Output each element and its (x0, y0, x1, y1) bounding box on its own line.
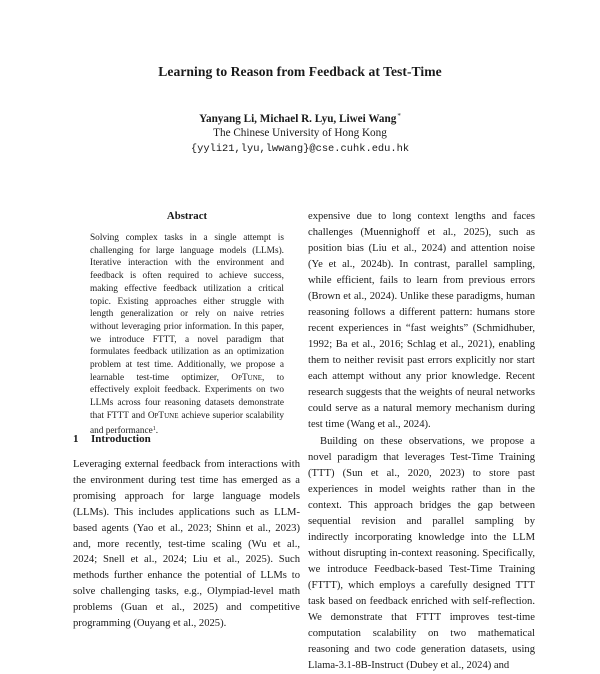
author-names: Yanyang Li, Michael R. Lyu, Liwei Wang (199, 113, 397, 125)
section-heading-introduction (73, 433, 151, 445)
corresponding-author-mark: * (397, 112, 401, 120)
optune-name: OpTune (147, 410, 179, 421)
author-emails: {yyli21,lyu,lwwang}@cse.cuhk.edu.hk (190, 143, 410, 155)
paragraph: expensive due to long context lengths and faces challenges (Muennighoff et al., 2025), such as position bias (Liu et al., 2024) and attention noise (Ye et al., 2024b). In contrast, parallel sampling, while efficient, fails to learn from previous errors (Brown et al., 2024). Unlike these paradigms, human reasoning follows a different pattern: humans store recent experiences in “fast weights” (Schmidhuber, 1992; Ba et al., 2016; Schlag et al., 2021), enabling them to neither revisit past errors explicitly nor start each attempt without any prior knowledge. Recent research suggests that the weights of neural networks could serve as a natural memory mechanism during test time (Wang et al., 2024). (308, 211, 535, 430)
footnote-marker[interactable]: 1 (152, 425, 156, 432)
paper-title: Learning to Reason from Feedback at Test-Time (158, 64, 442, 79)
section-number: 1 (73, 433, 79, 445)
introduction-left-column (73, 457, 300, 632)
author-list (0, 112, 600, 125)
abstract-text: Solving complex tasks in a single attempt is challenging for large language models (LLMs). Iterative interaction with the environment and feedback is often required to achieve success, making effective feedback utilization a critical topic. Existing approaches either struggle with length generalization or rely on naive retries without leveraging prior information. In this paper, we introduce FTTT, a novel paradigm that formulates feedback utilization as an optimization problem at test time. Additionally, we propose a learnable test-time optimizer, OpTune, to effectively exploit feedback. Experiments on two LLMs across four reasoning datasets demonstrate that FTTT and OpTune achieve superior scalability and performance$^1$. (90, 233, 284, 436)
affiliation: The Chinese University of Hong Kong (213, 127, 387, 139)
optune-name: OpTune (231, 372, 263, 383)
paragraph: Building on these observations, we propose a novel paradigm that leverages Test-Time Training (TTT) (Sun et al., 2020, 2023) to store past experiences in model weights rather than in the context. This approach bridges the gap between sequential revision and parallel sampling by indirectly incorporating knowledge into the LLM without disrupting in-context reasoning. Specifically, we introduce Feedback-based Test-Time Training (FTTT), which employs a carefully designed TTT task based on feedback enriched with self-reflection. We demonstrate that FTTT improves test-time computation scalability on two mathematical reasoning and two code generation datasets, using Llama-3.1-8B-Instruct (Dubey et al., 2024) and (308, 436, 535, 671)
abstract-heading: Abstract (166, 210, 208, 222)
introduction-right-column (308, 209, 535, 674)
section-title: Introduction (91, 433, 151, 445)
paragraph: Leveraging external feedback from interactions with the environment during test time has emerged as a promising approach for large language models (LLMs). This includes applications such as LLM-based agents (Yao et al., 2023; Shinn et al., 2023) and, more recently, test-time scaling (Wu et al., 2024; Snell et al., 2024; Liu et al., 2025). Such methods further enhance the potential of LLMs to solve challenging tasks, e.g., Olympiad-level math problems (Guan et al., 2025) and competitive programming (Ouyang et al., 2025). (73, 459, 300, 630)
